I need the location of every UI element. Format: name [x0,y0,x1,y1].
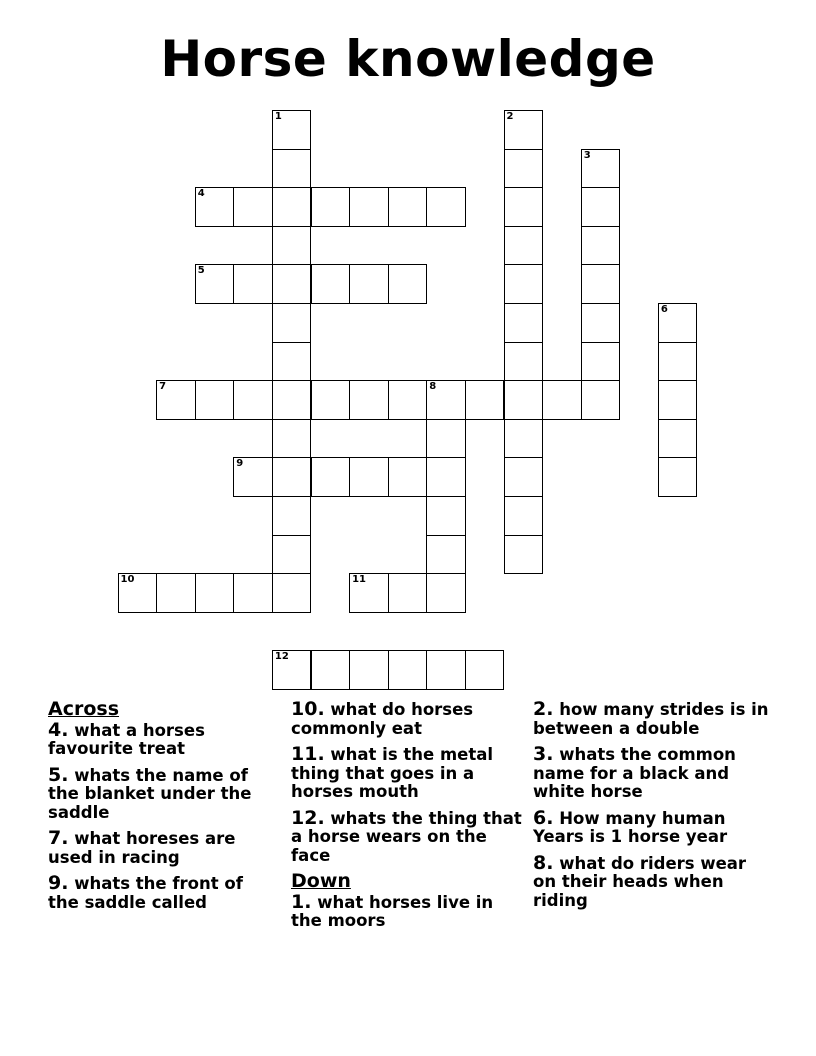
down-header: Down [291,870,351,892]
grid-cell[interactable] [426,419,466,459]
grid-cell[interactable] [388,187,428,227]
grid-cell[interactable] [465,380,505,420]
grid-cell[interactable] [118,573,158,613]
grid-cell[interactable] [233,573,273,613]
grid-cell[interactable] [581,149,621,189]
grid-cell[interactable] [426,573,466,613]
grid-cell[interactable] [465,650,505,690]
grid-cell[interactable] [272,419,312,459]
grid-cell[interactable] [272,303,312,343]
cell-number: 9 [236,458,244,470]
grid-cell[interactable] [426,380,466,420]
grid-cell[interactable] [272,187,312,227]
grid-cell[interactable] [349,457,389,497]
clue-across-7: 7. what horeses are used in racing [48,827,236,867]
clues-column-3 [533,700,769,917]
cell-number: 12 [274,651,289,663]
cell-number: 6 [660,304,668,315]
grid-cell[interactable] [349,573,389,613]
grid-cell[interactable] [504,187,544,227]
grid-cell[interactable] [349,380,389,420]
grid-cell[interactable] [156,573,196,613]
grid-cell[interactable] [272,110,312,150]
grid-cell[interactable] [233,187,273,227]
grid-cell[interactable] [388,264,428,304]
clue-down-1: 1. what horses live in the moors [291,890,494,930]
clue-across-9: 9. whats the front of the saddle called [48,872,243,912]
grid-cell[interactable] [504,149,544,189]
cell-number: 2 [506,111,514,122]
grid-cell[interactable] [195,187,235,227]
cell-number: 5 [197,265,205,277]
clue-across-5: 5. whats the name of the blanket under the saddle [48,763,252,822]
grid-cell[interactable] [272,457,312,497]
grid-cell[interactable] [504,110,544,150]
grid-cell[interactable] [272,226,312,266]
grid-cell[interactable] [504,264,544,304]
grid-cell[interactable] [658,380,698,420]
grid-cell[interactable] [658,457,698,497]
grid-cell[interactable] [504,496,544,536]
grid-cell[interactable] [426,187,466,227]
clue-across-10: 10. what do horses commonly eat [291,698,474,738]
grid-cell[interactable] [426,650,466,690]
grid-cell[interactable] [388,380,428,420]
grid-cell[interactable] [272,535,312,575]
clues-column-2 [291,700,523,938]
grid-cell[interactable] [504,457,544,497]
grid-cell[interactable] [504,535,544,575]
cell-number: 1 [274,111,282,122]
grid-cell[interactable] [311,380,351,420]
grid-cell[interactable] [195,573,235,613]
grid-cell[interactable] [388,457,428,497]
grid-cell[interactable] [426,535,466,575]
grid-cell[interactable] [658,342,698,382]
grid-cell[interactable] [581,303,621,343]
grid-cell[interactable] [311,264,351,304]
grid-cell[interactable] [349,187,389,227]
grid-cell[interactable] [233,380,273,420]
clues-column-1 [48,700,276,919]
grid-cell[interactable] [658,303,698,343]
grid-cell[interactable] [542,380,582,420]
grid-cell[interactable] [581,187,621,227]
grid-cell[interactable] [311,187,351,227]
grid-cell[interactable] [311,650,351,690]
clue-down-8: 8. what do riders wear on their heads when riding [533,851,747,910]
clue-across-4: 4. what a horses favourite treat [48,718,205,758]
grid-cell[interactable] [272,380,312,420]
grid-cell[interactable] [349,650,389,690]
grid-cell[interactable] [195,380,235,420]
grid-cell[interactable] [349,264,389,304]
grid-cell[interactable] [581,342,621,382]
clue-down-6: 6. How many human Years is 1 horse year [533,806,728,846]
grid-cell[interactable] [272,264,312,304]
grid-cell[interactable] [233,457,273,497]
clue-across-12: 12. whats the thing that a horse wears on the face [291,806,522,865]
clue-down-2: 2. how many strides is in between a double [533,698,769,738]
grid-cell[interactable] [272,342,312,382]
grid-cell[interactable] [272,496,312,536]
cell-number: 8 [429,381,437,393]
grid-cell[interactable] [504,226,544,266]
grid-cell[interactable] [581,380,621,420]
grid-cell[interactable] [504,380,544,420]
grid-cell[interactable] [311,457,351,497]
grid-cell[interactable] [388,650,428,690]
cell-number: 7 [159,381,167,393]
grid-cell[interactable] [388,573,428,613]
cell-number: 3 [583,149,591,161]
grid-cell[interactable] [504,342,544,382]
clue-across-11: 11. what is the metal thing that goes in a horses mouth [291,743,494,801]
grid-cell[interactable] [426,496,466,536]
grid-cell[interactable] [233,264,273,304]
grid-cell[interactable] [272,650,312,690]
grid-cell[interactable] [504,303,544,343]
grid-cell[interactable] [658,419,698,459]
grid-cell[interactable] [581,264,621,304]
cell-number: 4 [197,188,205,200]
cell-number: 10 [120,574,135,586]
cell-number: 11 [352,574,367,586]
clue-down-3: 3. whats the common name for a black and white horse [533,743,736,801]
grid-cell[interactable] [272,149,312,189]
grid-cell[interactable] [504,419,544,459]
grid-cell[interactable] [581,226,621,266]
across-header: Across [48,698,120,720]
grid-cell[interactable] [426,457,466,497]
grid-cell[interactable] [272,573,312,613]
grid-cell[interactable] [156,380,196,420]
grid-cell[interactable] [195,264,235,304]
puzzle-title: Horse knowledge [160,30,656,88]
